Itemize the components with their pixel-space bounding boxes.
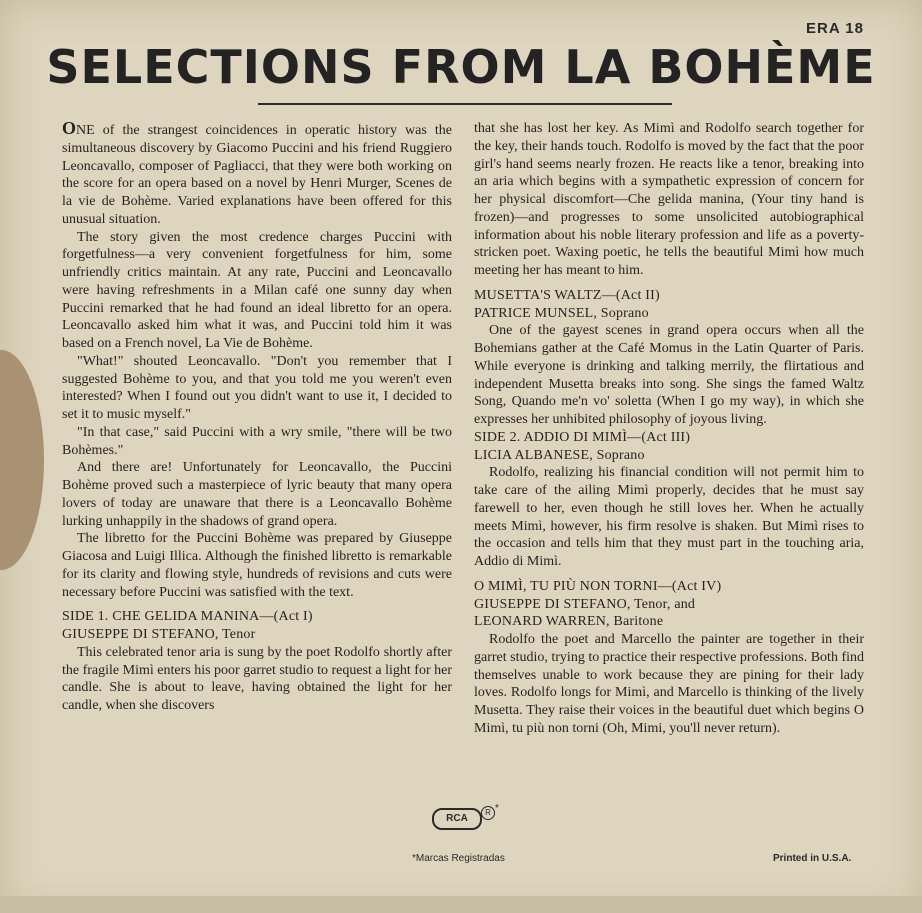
paragraph-what: "What!" shouted Leoncavallo. "Don't you remember that I suggested Bohème to you, and that you told me you weren't even interested? When I found out you didn't want to use it, I decided to set it to music myself." xyxy=(62,353,452,422)
catalog-number: ERA 18 xyxy=(806,20,864,37)
side1-artist: GIUSEPPE DI STEFANO, Tenor xyxy=(62,627,256,642)
waltz-description: One of the gayest scenes in grand opera occurs when all the Bohemians gather at the Café Momus in the Latin Quarter of Paris. While everyone is drinking and talking merrily, the flirtatious and independent Musetta breaks into song. She sings the famed Waltz Song, Quando me'n vo' soletta (When I go my way), in which she expresses her unhibited philosophy of joyous living. xyxy=(474,323,864,427)
paragraph-and-there-are: And there are! Unfortunately for Leoncavallo, the Puccini Bohème proved such a masterpiece of lyric beauty that many opera lovers of today are unaware that there is a Leoncavallo Bohème lurking unhappily in the shadows of grand opera. xyxy=(62,460,452,529)
paragraph-in-that-case: "In that case," said Puccini with a wry smile, "there will be two Bohèmes." xyxy=(62,424,452,458)
registered-star: * xyxy=(495,803,499,814)
page-title: SELECTIONS FROM LA BOHÈME xyxy=(46,40,876,94)
mimi-heading: O MIMÌ, TU PIÙ NON TORNI—(Act IV) xyxy=(474,578,722,594)
intro-text: NE of the strangest coincidences in operatic history was the simultaneous discovery by Giacomo Puccini and his friend Ruggiero Leoncavallo, composer of Pagliacci, that they were both working on the score for an opera based on a novel by Henri Murger, Scenes de la vie de Bohème. Varied explanations have been offered for this unusual situation. xyxy=(62,123,452,227)
side2-artist: LICIA ALBANESE, Soprano xyxy=(474,447,645,463)
waltz-artist: PATRICE MUNSEL, Soprano xyxy=(474,305,649,321)
right-column xyxy=(474,120,864,738)
rca-logo-icon: RCA xyxy=(432,808,482,830)
title-rule xyxy=(258,103,672,105)
intro-paragraph xyxy=(62,120,452,229)
left-column xyxy=(62,120,452,715)
footer-marcas: *Marcas Registradas xyxy=(412,853,505,864)
registered-mark-icon: R xyxy=(481,806,495,820)
drop-cap: O xyxy=(62,118,77,138)
mimi-artist-1: GIUSEPPE DI STEFANO, Tenor, and xyxy=(474,596,696,612)
paragraph-story: The story given the most credence charges Puccini with forgetfulness—a very convenient forgetfulness for him, some unfriendly critics maintain. At any rate, Puccini and Leoncavallo were having refreshments in a Milan café one sunny day when Puccini remarked that he had found an ideal libretto for an opera. Leoncavallo asked him what it was, and Puccini told him it was based on a French novel, La Vie de Bohème. xyxy=(62,229,452,351)
side2-heading: SIDE 2. ADDIO DI MIMÌ—(Act III) xyxy=(474,429,691,445)
mimi-description: Rodolfo the poet and Marcello the painter are together in their garret studio, trying to practice their respective professions. Both find themselves unable to work because they are pining for their lady loves. Rodolfo longs for Mimì, and Marcello is thinking of the lively Musetta. They raise their voices in the beautiful duet which begins O Mimì, tu più non torni (Oh, Mimi, you'll never return). xyxy=(474,632,864,736)
side2-description: Rodolfo, realizing his financial condition will not permit him to take care of the ailing Mimì properly, decides that he must say farewell to her, even though he still loves her. When he actually meets Mimì, however, his firm resolve is shaken. But Mimì rises to the occasion and tells him that they must part in the touching aria, Addio di Mimì. xyxy=(474,465,864,569)
mimi-artist-2: LEONARD WARREN, Baritone xyxy=(474,614,664,630)
footer-printed: Printed in U.S.A. xyxy=(773,853,852,864)
side1-description: This celebrated tenor aria is sung by the poet Rodolfo shortly after the fragile Mimì enters his poor garret studio to request a light for her candle. She is about to leave, having obtained the light for her candle, when she discovers xyxy=(62,644,452,713)
side1-heading: SIDE 1. CHE GELIDA MANINA—(Act I) xyxy=(62,609,313,625)
paragraph-libretto: The libretto for the Puccini Bohème was prepared by Giuseppe Giacosa and Luigi Illica. Although the finished libretto is remarkable for its clarity and flowing style, hundreds of revisions and cuts were necessary before Puccini was satisfied with the text. xyxy=(62,531,452,600)
waltz-heading: MUSETTA'S WALTZ—(Act II) xyxy=(474,287,660,303)
sleeve-bottom-edge xyxy=(0,896,922,913)
continued-paragraph: that she has lost her key. As Mimì and Rodolfo search together for the key, their hands touch. Rodolfo is moved by the fact that the poor girl's hand seems nearly frozen. He reacts like a tenor, breaking into an aria which begins with a sympathetic expression of concern for her physical discomfort—Che gelida manina, (Your tiny hand is frozen)—and progresses to some unsolicited autobiographical information about his noble literary profession and life as a poverty-stricken poet. Waxing poetic, he tells the beautiful Mimì how much meeting her has meant to him. xyxy=(474,121,864,278)
